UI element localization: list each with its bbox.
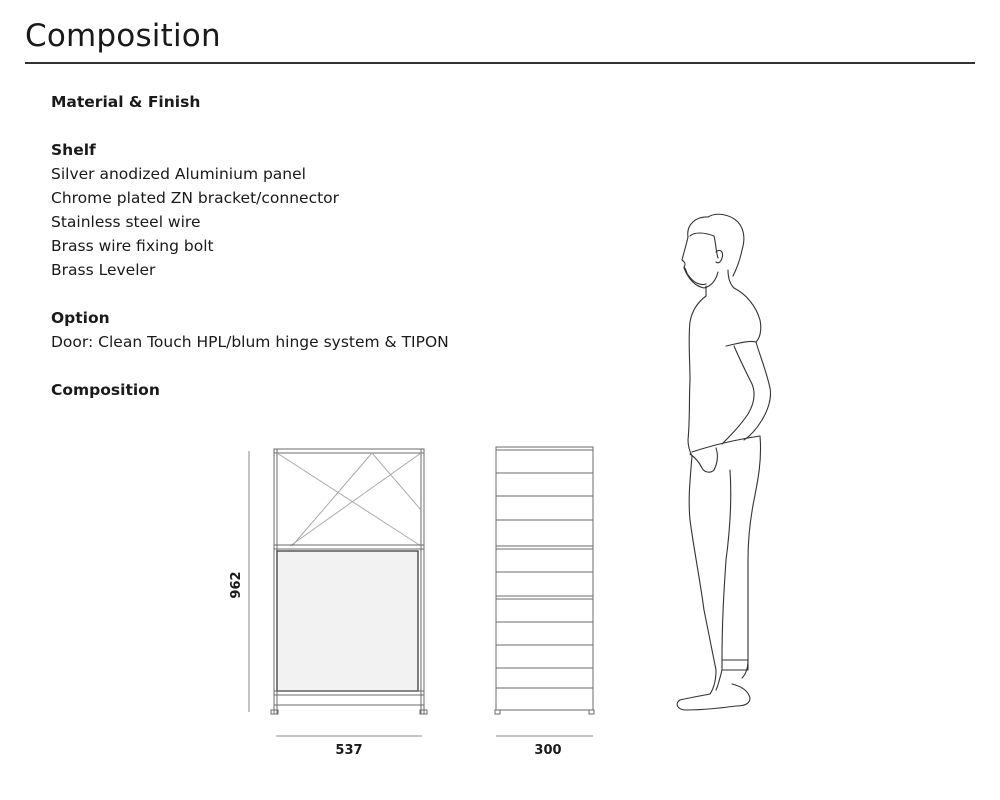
option-item: Door: Clean Touch HPL/blum hinge system & TIPON: [51, 333, 449, 351]
shelf-heading: Shelf: [51, 141, 96, 159]
door-panel: [277, 551, 418, 691]
composition-heading: Composition: [51, 381, 160, 399]
front-view: [249, 449, 427, 736]
depth-dimension-label: 300: [534, 743, 562, 758]
page-title: Composition: [25, 18, 221, 54]
shelf-item: Brass wire fixing bolt: [51, 237, 214, 255]
width-dimension-label: 537: [335, 743, 363, 758]
shelf-item: Chrome plated ZN bracket/connector: [51, 189, 340, 207]
human-scale-figure: [677, 214, 770, 710]
height-dimension-label: 962: [229, 571, 244, 599]
shelf-item: Stainless steel wire: [51, 213, 201, 231]
material-finish-heading: Material & Finish: [51, 93, 201, 111]
shelf-item: Brass Leveler: [51, 261, 156, 279]
shelf-item: Silver anodized Aluminium panel: [51, 165, 306, 183]
option-heading: Option: [51, 309, 110, 327]
side-view: [495, 447, 594, 736]
